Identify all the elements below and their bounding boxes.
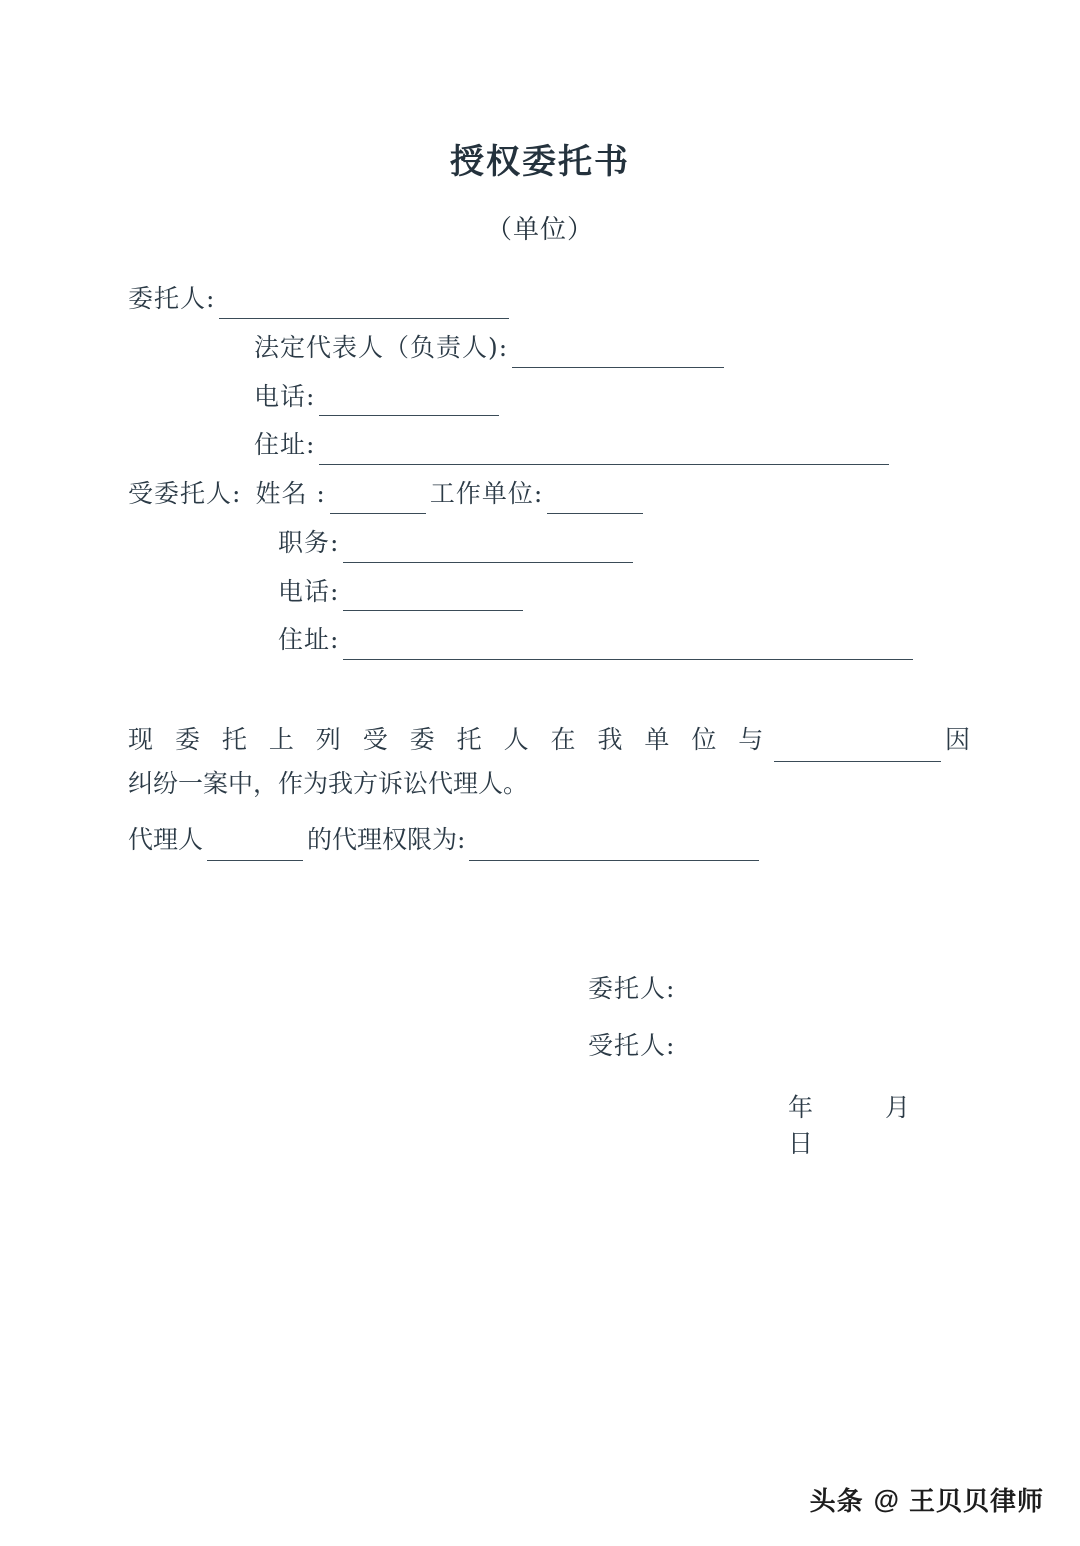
case-party-input-blank[interactable] xyxy=(774,732,941,762)
form-fields xyxy=(0,280,1080,1160)
agent-workplace-input-blank[interactable] xyxy=(547,484,643,514)
legal-rep-input-blank[interactable] xyxy=(512,338,724,368)
paragraph-line-2: 纠纷一案中，作为我方诉讼代理人。 xyxy=(128,768,529,798)
signature-block xyxy=(128,961,970,1074)
paragraph-line-3-text-b: 的代理权限为: xyxy=(307,824,466,854)
client-label: 委托人: xyxy=(128,284,216,313)
field-row-client-phone xyxy=(128,378,970,417)
authorization-paragraph xyxy=(128,718,970,861)
signature-client-label: 委托人: xyxy=(588,974,676,1004)
field-row-agent-phone xyxy=(128,573,970,612)
field-row-agent-address xyxy=(128,621,970,660)
watermark-at-symbol: @ xyxy=(873,1484,899,1514)
agent-workplace-label: 工作单位: xyxy=(429,479,544,508)
field-row-agent-position xyxy=(128,524,970,563)
agent-address-input-blank[interactable] xyxy=(343,630,913,660)
agent-phone-label: 电话: xyxy=(278,576,340,606)
paragraph-line-3-text-a: 代理人 xyxy=(128,824,204,854)
client-address-label: 住址: xyxy=(254,430,316,460)
agent-name-label: 姓名 : xyxy=(255,479,326,508)
agent-phone-input-blank[interactable] xyxy=(343,582,523,612)
field-row-legal-rep xyxy=(128,329,970,368)
field-row-client xyxy=(128,280,970,319)
agent-scope-name-input-blank[interactable] xyxy=(207,832,303,862)
agent-position-input-blank[interactable] xyxy=(343,533,633,563)
document-page xyxy=(0,134,1080,1546)
signature-agent-label: 受托人: xyxy=(588,1030,676,1060)
paragraph-line-1-text-b: 因 xyxy=(944,725,970,754)
watermark-platform: 头条 xyxy=(809,1486,864,1516)
page-subtitle: （单位） xyxy=(485,215,594,245)
client-input-blank[interactable] xyxy=(219,289,509,319)
paragraph-line-3 xyxy=(128,818,970,862)
page-title: 授权委托书 xyxy=(450,142,630,182)
field-row-client-address xyxy=(128,426,970,465)
field-row-agent xyxy=(128,475,970,514)
client-phone-input-blank[interactable] xyxy=(319,387,499,417)
agent-position-label: 职务: xyxy=(278,527,340,557)
paragraph-line-1-text-a: 现 委 托 上 列 受 委 托 人 在 我 单 位 与 xyxy=(128,725,771,754)
watermark-author: 王贝贝律师 xyxy=(908,1486,1044,1516)
agent-label: 受委托人: xyxy=(128,479,242,508)
agent-address-label: 住址: xyxy=(278,625,340,655)
signature-date-line: 年 月 日 xyxy=(788,1092,942,1158)
client-phone-label: 电话: xyxy=(254,381,316,411)
agent-scope-input-blank[interactable] xyxy=(469,832,759,862)
legal-rep-label: 法定代表人（负责人): xyxy=(254,332,509,362)
paragraph-line-1 xyxy=(128,718,970,762)
client-address-input-blank[interactable] xyxy=(319,435,889,465)
agent-name-input-blank[interactable] xyxy=(330,484,426,514)
watermark xyxy=(810,1481,1044,1518)
